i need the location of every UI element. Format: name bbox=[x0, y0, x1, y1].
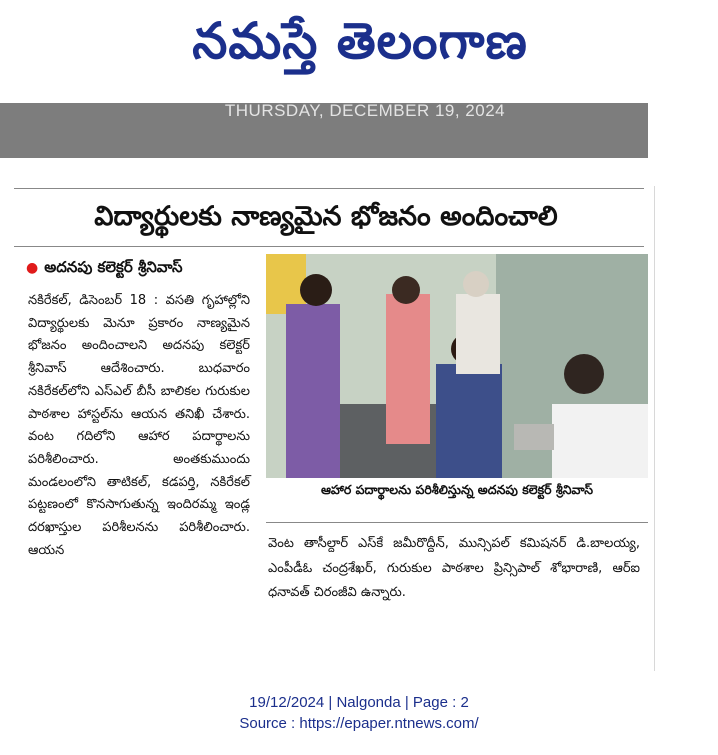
top-divider bbox=[14, 188, 644, 189]
dateline: THURSDAY, DECEMBER 19, 2024 bbox=[224, 101, 506, 120]
article-body-left bbox=[28, 290, 250, 562]
photo-illustration bbox=[266, 254, 648, 478]
footer-edition-info: 19/12/2024 | Nalgonda | Page : 2 bbox=[249, 694, 469, 711]
byline bbox=[26, 258, 183, 280]
byline-text: అదనపు కలెక్టర్ శ్రీనివాస్ bbox=[44, 258, 183, 276]
headline-divider bbox=[14, 246, 644, 247]
news-clipping bbox=[0, 186, 655, 671]
date-band bbox=[0, 103, 648, 158]
headline: విద్యార్థులకు నాణ్యమైన భోజనం అందించాలి bbox=[94, 201, 558, 232]
bullet-icon: ● bbox=[26, 260, 39, 276]
body-left-text: నకిరేకల్, డిసెంబర్ 18 : వసతి గృహాల్లోని విద్యార్థులకు మెనూ ప్రకారం నాణ్యమైన భోజనం అందించాలని అదనపు కలెక్టర్ శ్రీనివాస్ ఆదేశించారు. బుధవారం నకిరేకల్‌లోని ఎస్‌ఎల్ బీసీ బాలికల గురుకుల పాఠశాల హాస్టల్‌ను ఆయన తనిఖీ చేశారు. వంట గదిలోని ఆహార పదార్థాలను పరిశీలించారు. అంతకుముందు మండలంలోని తాటికల్, కడపర్తి, నకిరేకల్ పట్టణంలో కొనసాగుతున్న ఇందిరమ్మ ఇండ్ల దరఖాస్తుల పరిశీలనను పరిశీలించారు. ఆయన bbox=[28, 293, 250, 558]
article-photo bbox=[266, 254, 648, 478]
photo-caption: ఆహార పదార్థాలను పరిశీలిస్తున్న అదనపు కలెక్టర్ శ్రీనివాస్ bbox=[320, 482, 594, 497]
footer-source: Source : https://epaper.ntnews.com/ bbox=[239, 715, 479, 732]
article-body-right bbox=[268, 532, 640, 606]
body-right-text: వెంట తాసీల్దార్ ఎస్‌కే జమీరొద్దీన్, మున్సిపల్ కమిషనర్ డి.బాలయ్య, ఎంపీడీఓ చంద్రశేఖర్, గురుకుల పాఠశాల ప్రిన్సిపాల్ శోభారాణి, ఆర్‌ఐ ధనావత్ చిరంజీవి ఉన్నారు. bbox=[268, 536, 640, 600]
newspaper-logo: నమస్తే తెలంగాణ bbox=[192, 12, 528, 70]
caption-divider bbox=[266, 522, 648, 523]
masthead bbox=[0, 0, 718, 100]
